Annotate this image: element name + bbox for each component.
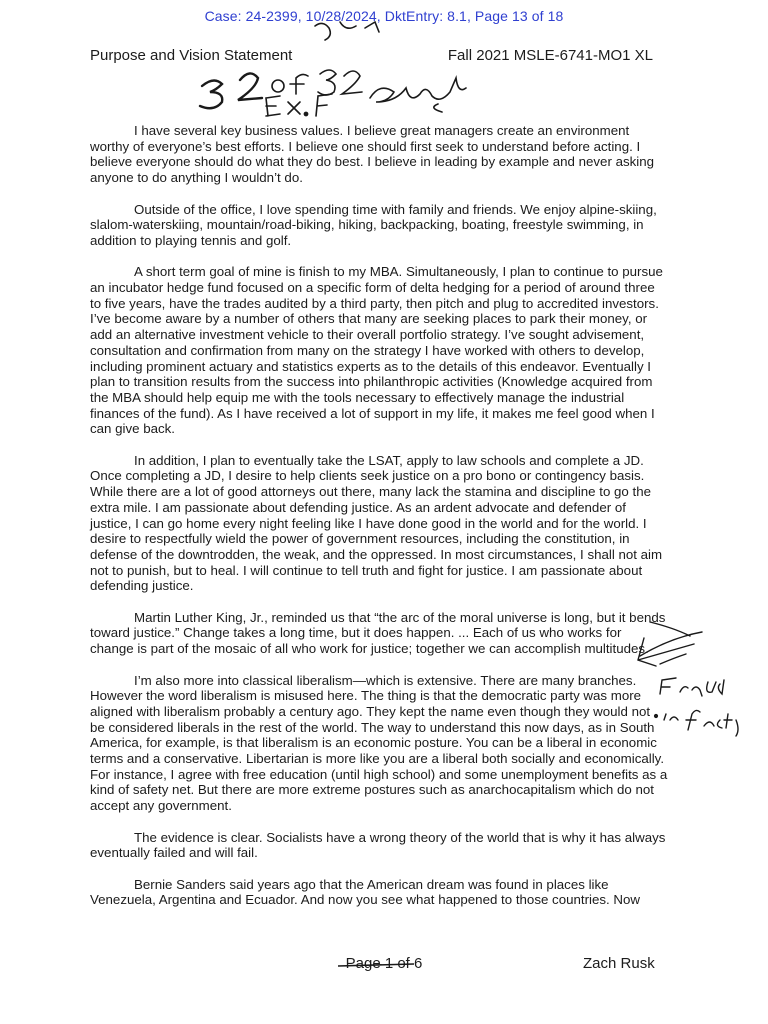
paragraph-socialism: The evidence is clear. Socialists have a wrong theory of the world that is why it has always eventually failed and will fail.	[90, 829, 666, 861]
handwritten-exhibit-mark	[180, 18, 640, 118]
document-title: Purpose and Vision Statement	[90, 47, 293, 64]
paragraph-mlk-quote: Martin Luther King, Jr., reminded us that “the arc of the moral universe is long, but it bends toward justice.” Change takes a long time, but it does happen. ... Each of us who works for change is part of the mosaic of all who work for justice; together we can accomplish multitudes.	[90, 609, 666, 657]
course-code: Fall 2021 MSLE-6741-MO1 XL	[447, 47, 653, 64]
page-number: Page 1 of 6	[345, 955, 423, 972]
paragraph-business-values: I have several key business values. I believe great managers create an environment worthy of everyone’s best efforts. I believe one should first seek to understand before acting. I believe everyone should do what they do best. I believe in leading by example and never asking anyone to do anything I wouldn’t do.	[90, 123, 655, 186]
paragraph-classical-liberalism: I’m also more into classical liberalism—which is extensive. There are many branches. However the word liberalism is misused here. The thing is that the democratic party was more aligned with liberalism probably a century ago. They kept the name even though they would not be considered liberals in the rest of the world. The way to understand this now days, as in South America, for example, is that liberalism is an economic posture. You can be a liberal in economic terms and a conservative. Libertarian is more like you are a liberal both socially and economically. For instance, I agree with free education (until high school) and some unemployment benefits as a kind of safety net. But there are more extreme postures such as anarchocapitalism which do not accept any government.	[90, 672, 668, 814]
author-name: Zach Rusk	[583, 955, 655, 972]
case-stamp: Case: 24-2399, 10/28/2024, DktEntry: 8.1, Page 13 of 18	[204, 8, 564, 24]
essay-body	[90, 123, 668, 924]
paragraph-hobbies: Outside of the office, I love spending time with family and friends. We enjoy alpine-skiing, slalom-waterskiing, mountain/road-biking, hiking, backpacking, boating, freestyle swimming, in addition to playing tennis and golf.	[90, 201, 657, 248]
paragraph-bernie-sanders: Bernie Sanders said years ago that the American dream was found in places like Venezuela, Argentina and Ecuador. And now you see what happened to those countries. Now	[90, 876, 640, 908]
paragraph-mba-goal: A short term goal of mine is finish to my MBA. Simultaneously, I plan to continue to pursue an incubator hedge fund focused on a specific form of delta hedging for a period of around three to five years, have the trades audited by a third party, then pitch and plug to accredited investors. I’ve become aware by a number of others that many are seeking places to park their money, or add an alternative investment vehicle to their overall portfolio strategy. I’ve sought advisement, consultation and confirmation from many on the strategy I have worked with others to develop, including prominent actuary and statistics experts as to the details of this endeavor. Eventually I plan to transition results from the success into philanthropic activities (Knowledge acquired from the MBA should help equip me with the tools necessary to effectively manage the industrial finances of the fund). As I have received a lot of support in my life, it makes me feel good when I can give back.	[90, 264, 663, 437]
paragraph-law-school: In addition, I plan to eventually take the LSAT, apply to law schools and complete a JD. Once completing a JD, I desire to help clients seek justice on a pro bono or contingency basis. While there are a lot of good attorneys out there, many lack the stamina and discipline to go the extra mile. I am passionate about defending justice. As an ardent advocate and defender of justice, I can go home every night feeling like I have done good in the world and for the world. I desire to respectfully wield the power of government resources, including the constitution, in defense of the downtrodden, the weak, and the oppressed. In most circumstances, I shall not aim not to punish, but to heal. I will continue to tell truth and fight for justice. I am passionate about defending justice.	[90, 452, 663, 594]
